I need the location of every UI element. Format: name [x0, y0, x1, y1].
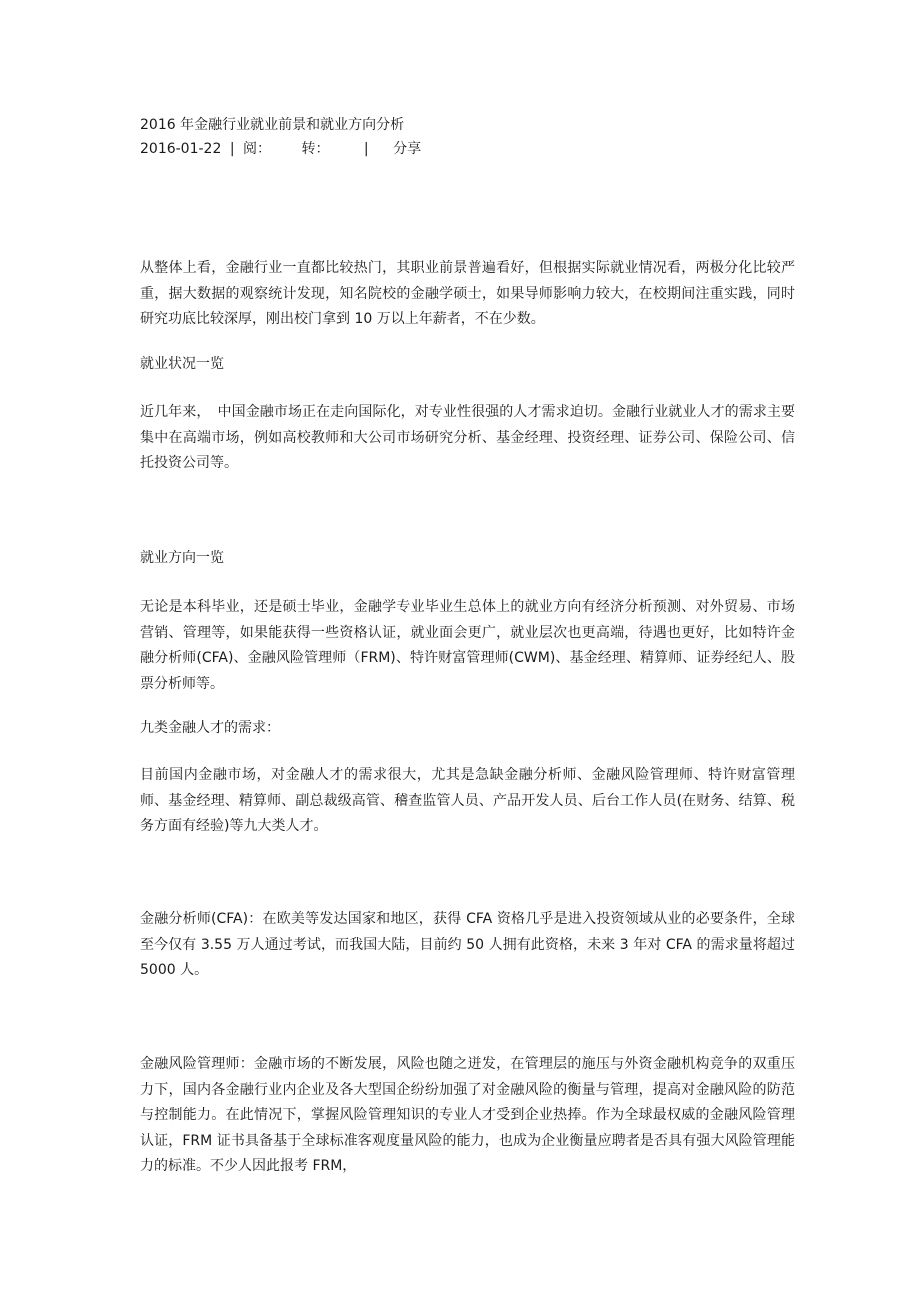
read-count-label: 阅： — [243, 141, 271, 157]
forward-count-label: 转： — [301, 141, 330, 157]
section-heading-status: 就业状况一览 — [140, 356, 224, 372]
meta-separator: | — [363, 141, 369, 157]
article-title: 2016 年金融行业就业前景和就业方向分析 — [140, 117, 405, 133]
intro-paragraph: 从整体上看，金融行业一直都比较热门，其职业前景普遍看好，但根据实际就业情况看，两极分化比较严重，据大数据的观察统计发现，知名院校的金融学硕士，如果导师影响力较大，在校期间注重实践，同时研究功底比较深厚，刚出校门拿到 10 万以上年薪者，不在少数。 — [140, 260, 795, 327]
status-paragraph: 近几年来， 中国金融市场正在走向国际化，对专业性很强的人才需求迫切。金融行业就业人才的需求主要集中在高端市场，例如高校教师和大公司市场研究分析、基金经理、投资经理、证券公司、保险公司、信托投资公司等。 — [140, 404, 795, 471]
section-heading-demand: 九类金融人才的需求： — [140, 720, 280, 736]
meta-separator: | — [229, 141, 235, 157]
direction-paragraph: 无论是本科毕业，还是硕士毕业，金融学专业毕业生总体上的就业方向有经济分析预测、对外贸易、市场营销、管理等，如果能获得一些资格认证，就业面会更广，就业层次也更高端，待遇也更好，比如特许金融分析师(CFA)、金融风险管理师（FRM)、特许财富管理师(CWM)、基金经理、精算师、证券经纪人、股票分析师等。 — [140, 599, 795, 692]
article-meta — [140, 138, 421, 160]
section-heading-direction: 就业方向一览 — [140, 550, 224, 566]
publish-date: 2016-01-22 — [140, 141, 222, 157]
cfa-paragraph: 金融分析师(CFA)：在欧美等发达国家和地区，获得 CFA 资格几乎是进入投资领域从业的必要条件，全球至今仅有 3.55 万人通过考试，而我国大陆，目前约 50 人拥有此资格，未来 3 年对 CFA 的需求量将超过 5000 人。 — [140, 911, 795, 978]
demand-paragraph: 目前国内金融市场，对金融人才的需求很大，尤其是急缺金融分析师、金融风险管理师、特许财富管理师、基金经理、精算师、副总裁级高管、稽查监管人员、产品开发人员、后台工作人员(在财务、结算、税务方面有经验)等九大类人才。 — [140, 767, 795, 834]
share-link[interactable]: 分享 — [393, 141, 422, 157]
frm-paragraph: 金融风险管理师：金融市场的不断发展，风险也随之迸发，在管理层的施压与外资金融机构竞争的双重压力下，国内各金融行业内企业及各大型国企纷纷加强了对金融风险的衡量与管理，提高对金融风险的防范与控制能力。在此情况下，掌握风险管理知识的专业人才受到企业热捧。作为全球最权威的金融风险管理认证，FRM 证书具备基于全球标准客观度量风险的能力，也成为企业衡量应聘者是否具有强大风险管理能力的标准。不少人因此报考 FRM， — [140, 1056, 795, 1174]
